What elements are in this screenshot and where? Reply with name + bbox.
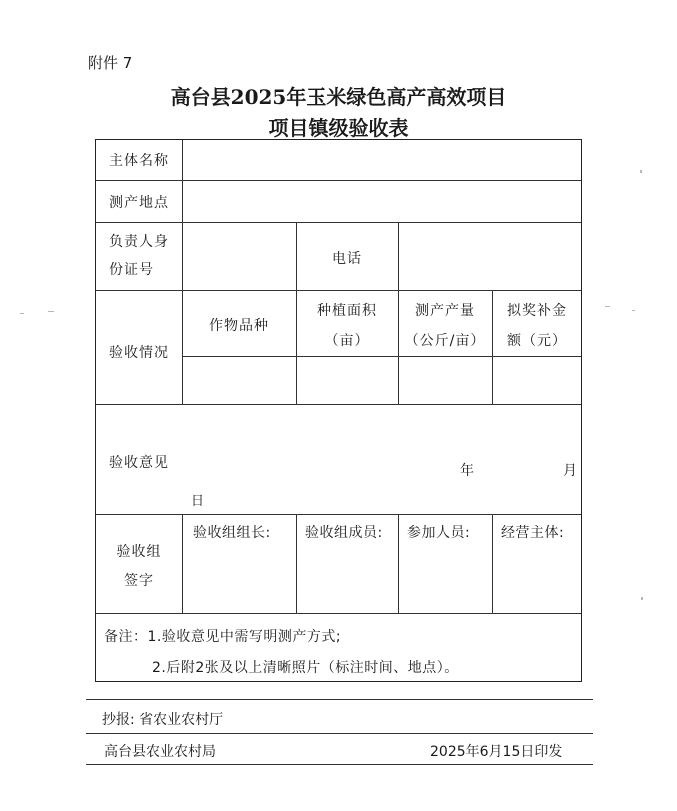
subsidy-header-line2: 额（元） <box>507 333 567 349</box>
date-month: 月 <box>563 463 578 479</box>
id-label-line2: 份证号 <box>109 262 154 278</box>
footer-rule-middle <box>86 733 593 734</box>
date-day: 日 <box>191 494 206 509</box>
subject-name-field[interactable] <box>183 141 580 179</box>
scan-speck <box>641 597 643 600</box>
cc-line: 抄报: 省农业农村厅 <box>102 712 224 728</box>
issue-date: 2025年6月15日印发 <box>430 744 563 760</box>
yield-header-line1: 测产产量 <box>415 303 475 319</box>
area-header-line1: 种植面积 <box>317 303 377 319</box>
subsidy-header-line1: 拟奖补金 <box>507 303 567 319</box>
phone-field[interactable] <box>399 223 580 289</box>
participants-label: 参加人员: <box>407 525 471 541</box>
scan-speck <box>632 310 635 311</box>
document-subtitle: 项目镇级验收表 <box>268 116 409 140</box>
id-label-line1: 负责人身 <box>109 234 169 250</box>
acceptance-form-table <box>95 139 582 614</box>
crop-variety-field[interactable] <box>183 357 295 403</box>
scan-speck <box>48 311 54 312</box>
area-header-line2: （亩） <box>324 333 370 349</box>
yield-header-line2: （公斤/亩） <box>404 333 486 349</box>
row-divider <box>96 290 581 291</box>
location-field[interactable] <box>183 181 580 221</box>
scan-speck <box>20 313 24 314</box>
leader-label: 验收组组长: <box>193 525 271 541</box>
phone-label: 电话 <box>332 251 362 267</box>
signature-label-line1: 验收组 <box>116 544 162 560</box>
area-field[interactable] <box>297 357 397 403</box>
id-number-field[interactable] <box>183 223 295 289</box>
opinion-label: 验收意见 <box>109 455 169 471</box>
yield-field[interactable] <box>399 357 491 403</box>
row-divider <box>96 514 581 515</box>
footer-rule-bottom <box>86 764 593 765</box>
location-label: 测产地点 <box>109 195 169 211</box>
notes-line-1: 备注：1.验收意见中需写明测产方式; <box>104 629 342 645</box>
subject-name-label: 主体名称 <box>109 153 169 169</box>
attachment-label: 附件 7 <box>88 54 133 72</box>
scan-speck <box>605 306 610 307</box>
acceptance-label: 验收情况 <box>109 345 169 361</box>
opinion-field[interactable] <box>183 405 580 513</box>
members-signature-field[interactable] <box>297 546 397 612</box>
issuer: 高台县农业农村局 <box>104 744 216 760</box>
members-label: 验收组成员: <box>305 525 383 541</box>
operator-signature-field[interactable] <box>493 546 580 612</box>
scan-speck <box>640 170 642 173</box>
participants-signature-field[interactable] <box>399 546 491 612</box>
signature-label-line2: 签字 <box>124 573 154 589</box>
document-title: 高台县2025年玉米绿色高产高效项目 <box>170 85 507 109</box>
leader-signature-field[interactable] <box>183 546 295 612</box>
subsidy-field[interactable] <box>493 357 580 403</box>
notes-line-2: 2.后附2张及以上清晰照片（标注时间、地点）。 <box>152 660 459 676</box>
crop-variety-header: 作物品种 <box>209 318 269 334</box>
date-year: 年 <box>460 463 475 479</box>
operator-label: 经营主体: <box>501 525 565 541</box>
footer-rule-top <box>86 699 593 700</box>
